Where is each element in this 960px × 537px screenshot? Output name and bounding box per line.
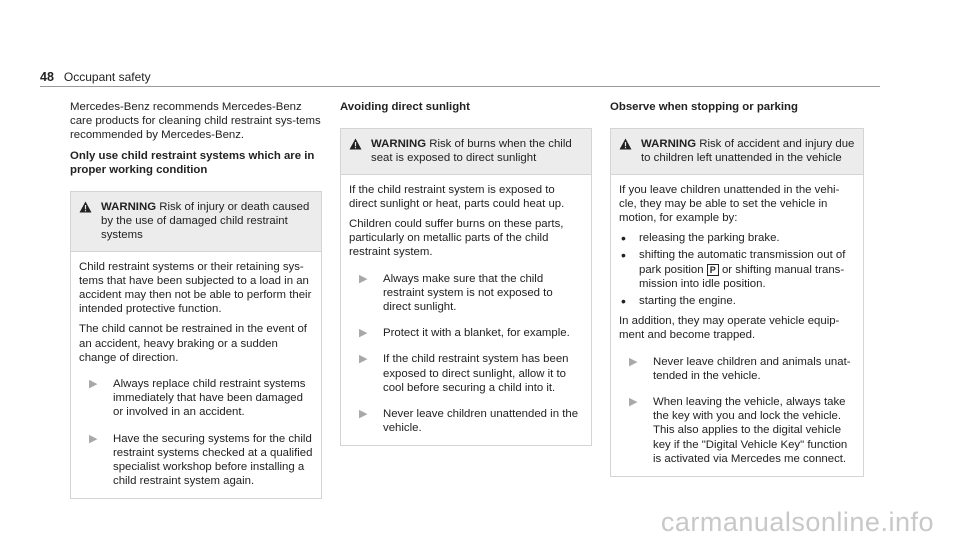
header-rule [40,86,880,87]
warning-triangle-icon [619,137,641,165]
column-3 [610,100,864,477]
column-1 [70,100,322,499]
instruction-step [349,326,583,340]
arrow-right-icon: ▶ [359,327,368,340]
warning-description: Risk of injury or death caused by the use of damaged child restraint systems [101,201,310,242]
warning-text [641,137,855,165]
step-text: Have the securing systems for the child restraint systems checked at a qualified specialist workshop before installing a child restraint system again. [113,432,313,488]
park-position-key-icon: P [707,264,719,276]
list-item [619,231,855,245]
bullet-icon: • [621,247,626,264]
list-item-text [639,248,855,291]
warning-box-sunlight [340,128,592,446]
warning-label: WARNING [101,201,157,214]
instruction-step [619,355,855,383]
column-2 [340,100,592,446]
warning-header [71,192,321,252]
section-title: Occupant safety [63,70,151,84]
warning-description: Risk of burns when the child seat is exposed to direct sunlight [371,138,572,165]
step-text: Never leave children and animals unat-tended in the vehicle. [653,355,851,382]
warning-body [71,252,321,499]
warning-label: WARNING [371,138,427,151]
list-item-text-part: shifting the automatic transmission out of park position [639,249,846,276]
list-item [619,294,855,308]
page-header [40,70,151,84]
warning-triangle-icon [79,200,101,243]
instruction-step [79,377,313,420]
arrow-right-icon: ▶ [359,408,368,421]
warning-body [611,175,863,476]
warning-text [371,137,583,165]
warning-paragraph: If the child restraint system is exposed to direct sunlight or heat, parts could heat up. [349,183,565,210]
warning-paragraph: In addition, they may operate vehicle equip-ment and become trapped. [619,315,840,342]
list-item-text-part: or shifting manual trans-mission into idle position. [639,263,845,290]
arrow-right-icon: ▶ [359,353,368,366]
instruction-step [79,432,313,489]
instruction-step [349,272,583,315]
step-text: Protect it with a blanket, for example. [383,327,570,340]
warning-paragraph: Child restraint systems or their retaining sys-tems that have been subjected to a load in an accident may then not be able to perform their intended protective function. [79,260,312,316]
step-text: If the child restraint system has been exposed to direct sunlight, allow it to cool before securing a child into it. [383,353,569,394]
arrow-right-icon: ▶ [629,396,638,409]
arrow-right-icon: ▶ [359,272,368,285]
bold-note: Only use child restraint systems which are in proper working condition [70,149,315,176]
list-item-text: releasing the parking brake. [639,232,780,245]
warning-header [341,129,591,174]
warning-description: Risk of accident and injury due to children left unattended in the vehicle [641,138,855,165]
step-text: Always make sure that the child restraint system is not exposed to direct sunlight. [383,272,553,314]
warning-box-unattended [610,128,864,477]
warning-box-damaged-systems [70,191,322,499]
list-item-text: starting the engine. [639,295,736,308]
bullet-icon: • [621,293,626,310]
list-item [619,248,855,291]
intro-paragraph: Mercedes-Benz recommends Mercedes-Benz care products for cleaning child restraint sys-tems recommended by Mercedes-Benz. [70,101,321,142]
instruction-step [349,407,583,435]
warning-body [341,175,591,446]
heading-avoiding-sunlight: Avoiding direct sunlight [340,101,470,113]
warning-paragraph: If you leave children unattended in the vehi-cle, they may be able to set the vehicle in motion, for example by: [619,183,840,225]
warning-header [611,129,863,174]
watermark: carmanualsonline.info [660,506,934,537]
page-number: 48 [40,70,54,84]
arrow-right-icon: ▶ [89,378,98,391]
instruction-step [619,395,855,466]
warning-paragraph: The child cannot be restrained in the event of an accident, heavy braking or a sudden change of direction. [79,323,307,364]
step-text: Always replace child restraint systems immediately that have been damaged or involved in an accident. [113,378,306,419]
warning-label: WARNING [641,138,697,151]
bullet-list [619,231,855,308]
instruction-step [349,352,583,395]
step-text: Never leave children unattended in the vehicle. [383,408,579,435]
bullet-icon: • [621,230,626,247]
arrow-right-icon: ▶ [629,355,638,368]
heading-stopping-parking: Observe when stopping or parking [610,101,798,113]
warning-paragraph: Children could suffer burns on these parts, particularly on metallic parts of the child restraint system. [349,218,564,259]
step-text: When leaving the vehicle, always take the key with you and lock the vehicle. This also applies to the digital vehicle key if the "Digital Vehicle Key" function is activated via Mercedes me connect. [653,396,848,465]
arrow-right-icon: ▶ [89,432,98,445]
warning-text [101,200,313,243]
warning-triangle-icon [349,137,371,165]
